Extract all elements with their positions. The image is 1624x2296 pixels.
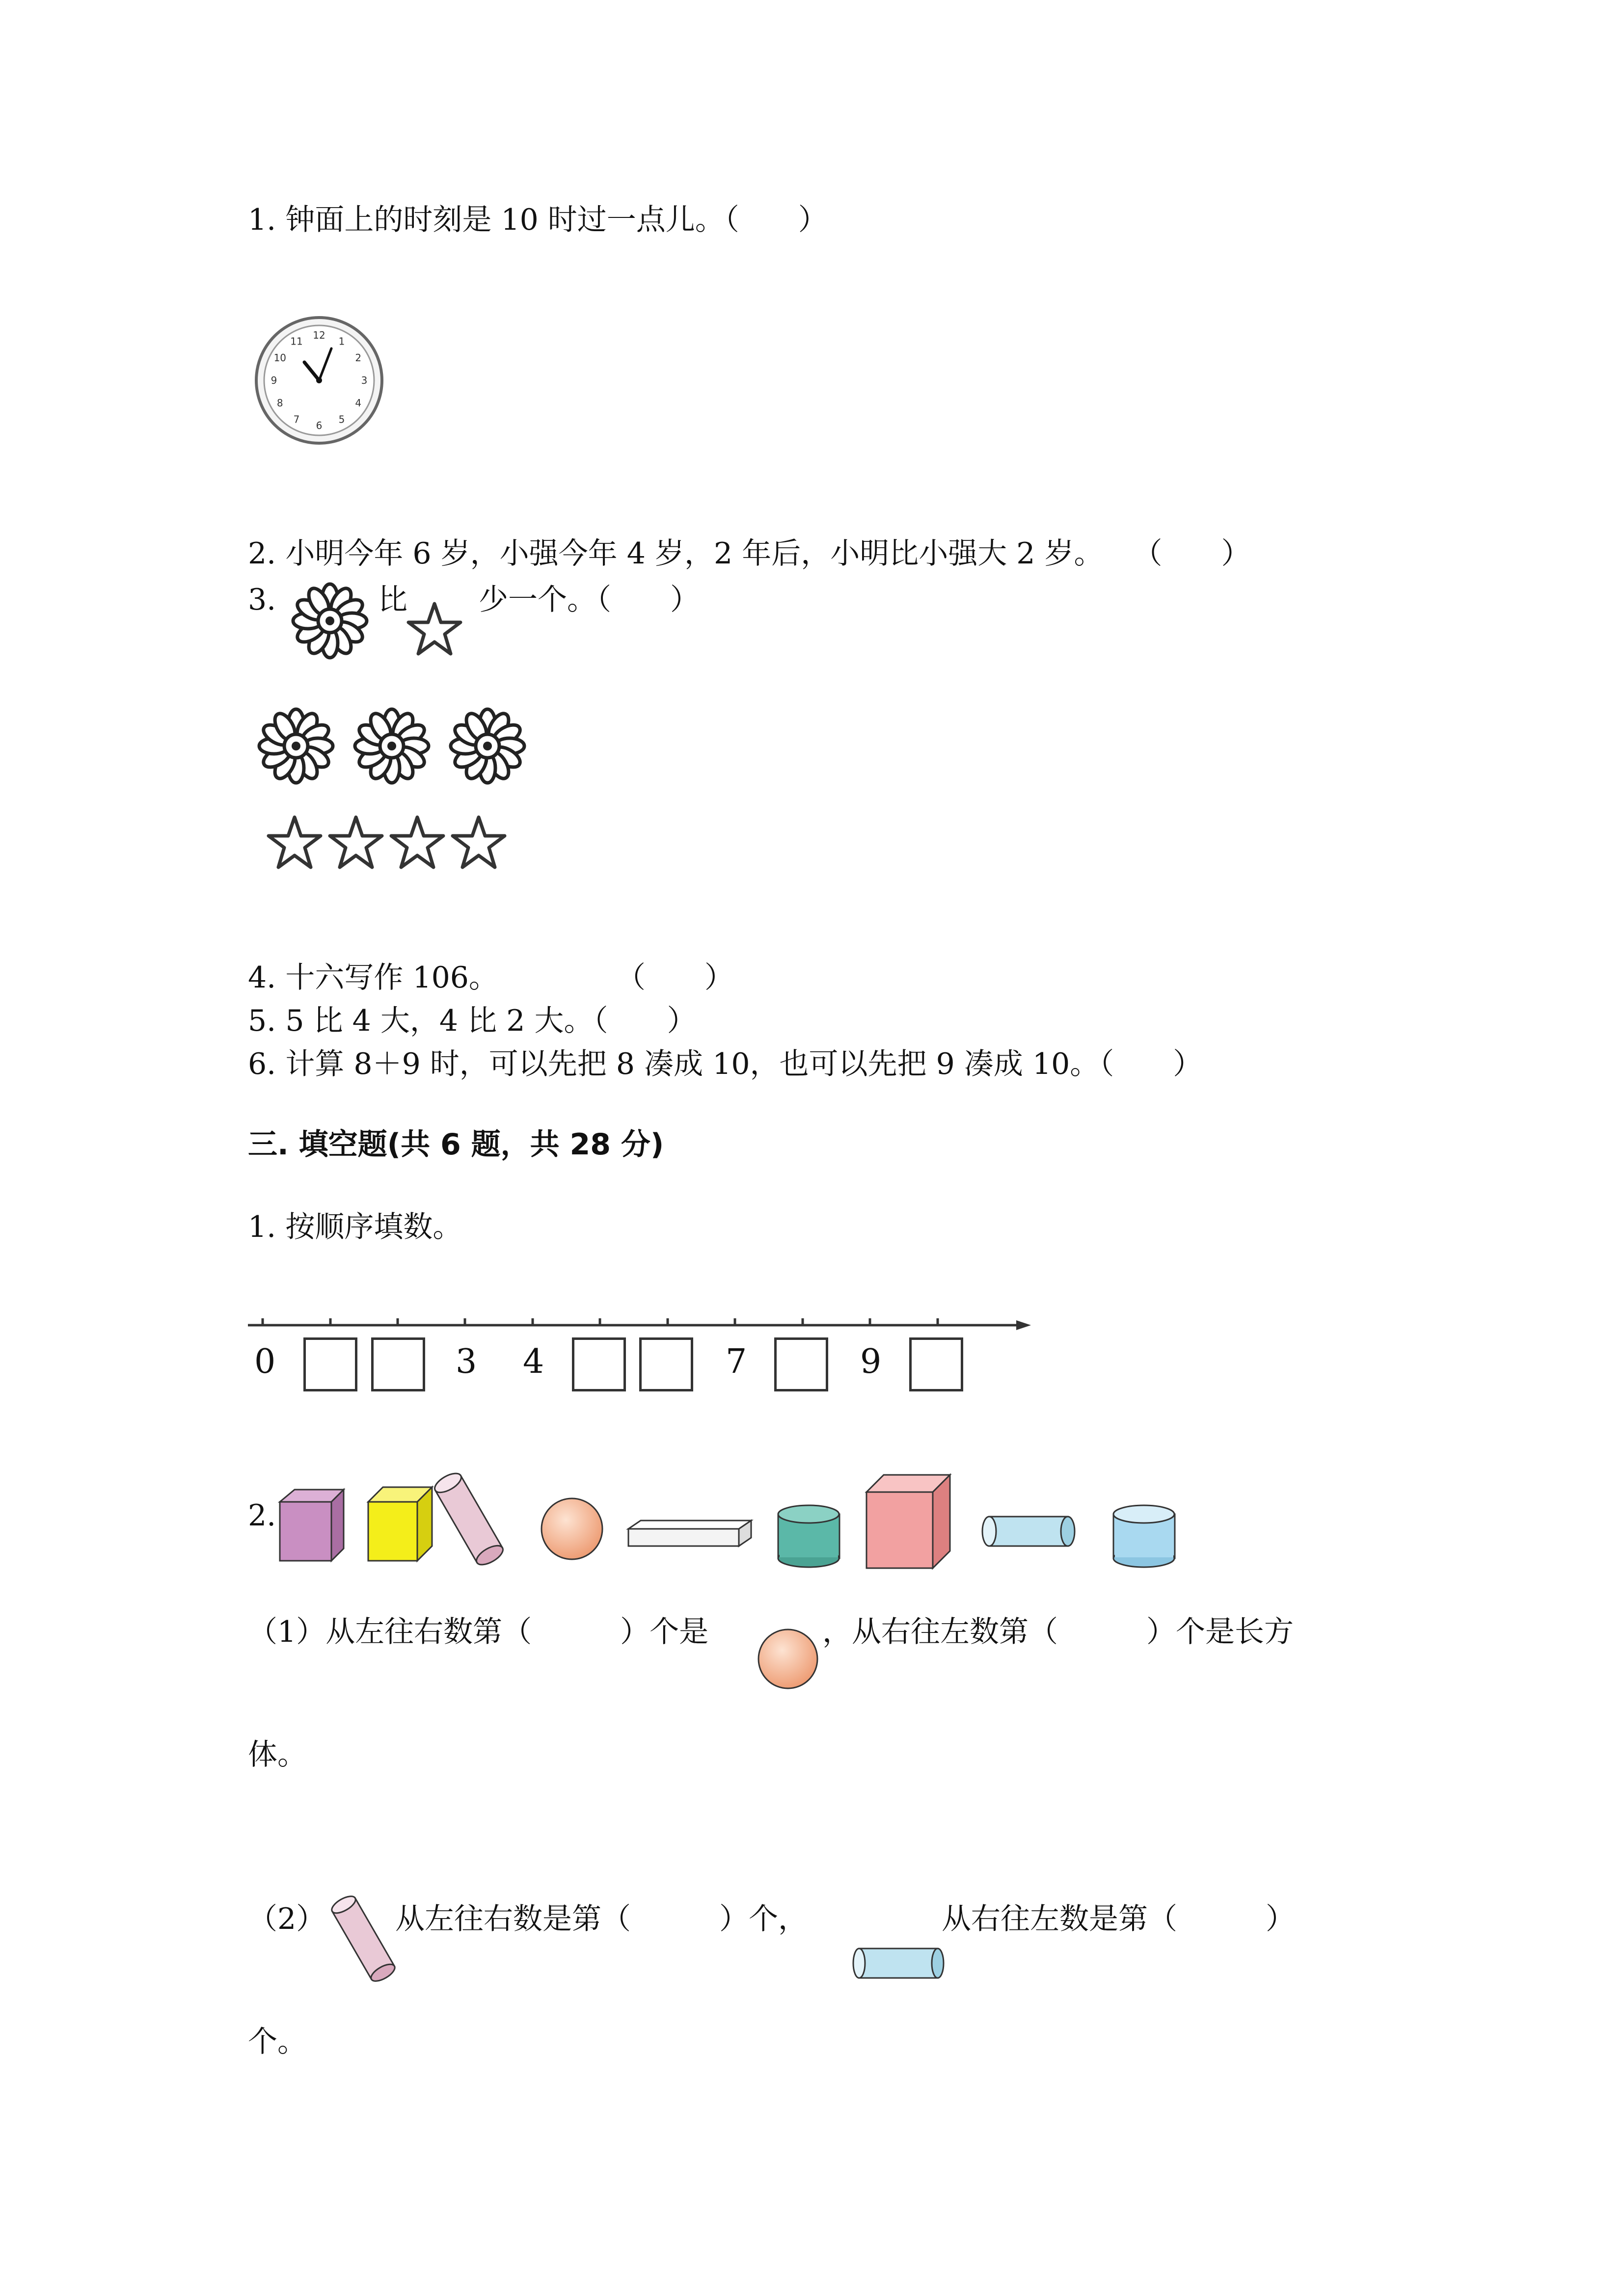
- clock-number: 5: [338, 413, 345, 426]
- sphere-icon: [541, 1498, 602, 1559]
- fill-question-2-part1-a: （1）从左往右数第（ ）个是: [248, 1615, 709, 1649]
- fill-question-2-part2-c: 从右往左数是第（ ）: [942, 1902, 1295, 1936]
- answer-box[interactable]: [639, 1337, 693, 1391]
- number-line: [245, 1310, 1031, 1340]
- numberline-label: 4: [523, 1342, 544, 1381]
- fill-question-2-part1-b: ，从右往左数第（ ）个是长方: [822, 1615, 1294, 1649]
- answer-box[interactable]: [303, 1337, 357, 1391]
- question-3-bi: 比: [378, 583, 407, 617]
- teal-cylinder-icon: [778, 1505, 839, 1567]
- question-5: 5. 5 比 4 大，4 比 2 大。（ ）: [248, 1004, 697, 1038]
- clock-number: 6: [316, 420, 323, 431]
- question-2: 2. 小明今年 6 岁，小强今年 4 岁，2 年后，小明比小强大 2 岁。 （ ）: [248, 536, 1251, 571]
- star-row: [265, 812, 520, 876]
- flower-row: [248, 707, 542, 785]
- flat-cuboid-icon: [628, 1521, 751, 1546]
- answer-box[interactable]: [909, 1337, 963, 1391]
- clock-number: 10: [273, 352, 287, 364]
- fill-question-2-number: 2.: [248, 1498, 276, 1533]
- clock-number: 8: [276, 397, 283, 409]
- clock-number: 7: [293, 413, 300, 426]
- clock-number: 11: [290, 335, 303, 347]
- fill-question-1: 1. 按顺序填数。: [248, 1210, 462, 1244]
- numberline-label: 3: [456, 1342, 477, 1381]
- tilted-cylinder-icon: [322, 1887, 405, 1990]
- clock-illustration: [253, 314, 385, 447]
- question-3-number: 3.: [248, 583, 276, 617]
- horizontal-cylinder-icon: [982, 1517, 1075, 1546]
- shapes-row: [275, 1468, 1198, 1580]
- fill-question-2-part2-a: （2）: [248, 1902, 326, 1936]
- flower-icon: [282, 582, 378, 660]
- red-cube-icon: [866, 1475, 950, 1568]
- clock-number: 4: [355, 397, 362, 409]
- answer-box[interactable]: [572, 1337, 626, 1391]
- question-4: 4. 十六写作 106。 （ ）: [248, 961, 734, 995]
- numberline-label: 7: [726, 1342, 747, 1381]
- answer-box[interactable]: [774, 1337, 828, 1391]
- tilted-cylinder-icon: [432, 1469, 506, 1568]
- horizontal-cylinder-icon: [852, 1944, 950, 1983]
- yellow-cube-icon: [368, 1487, 432, 1561]
- fill-question-2-part2-b: 从左往右数是第（ ）个，: [395, 1902, 808, 1936]
- numberline-label: 9: [860, 1342, 882, 1381]
- clock-number: 3: [361, 374, 368, 386]
- section-heading: 三. 填空题(共 6 题，共 28 分): [248, 1127, 664, 1162]
- clock-number: 1: [338, 335, 345, 347]
- question-6: 6. 计算 8＋9 时，可以先把 8 凑成 10，也可以先把 9 凑成 10。（ ）: [248, 1047, 1203, 1081]
- star-icon: [405, 601, 464, 658]
- fill-question-2-part2-d: 个。: [248, 2025, 307, 2059]
- clock-number: 9: [271, 374, 277, 386]
- clock-number: 12: [313, 329, 325, 341]
- answer-box[interactable]: [371, 1337, 425, 1391]
- clock-number: 2: [355, 352, 362, 364]
- sphere-icon: [754, 1625, 822, 1693]
- light-blue-cylinder-icon: [1113, 1505, 1175, 1567]
- numberline-label: 0: [254, 1342, 276, 1381]
- question-3-text: 少一个。（ ）: [479, 583, 700, 617]
- purple-cube-icon: [280, 1490, 344, 1561]
- fill-question-2-part1-c: 体。: [248, 1737, 307, 1772]
- question-1: 1. 钟面上的时刻是 10 时过一点儿。（ ）: [248, 203, 828, 237]
